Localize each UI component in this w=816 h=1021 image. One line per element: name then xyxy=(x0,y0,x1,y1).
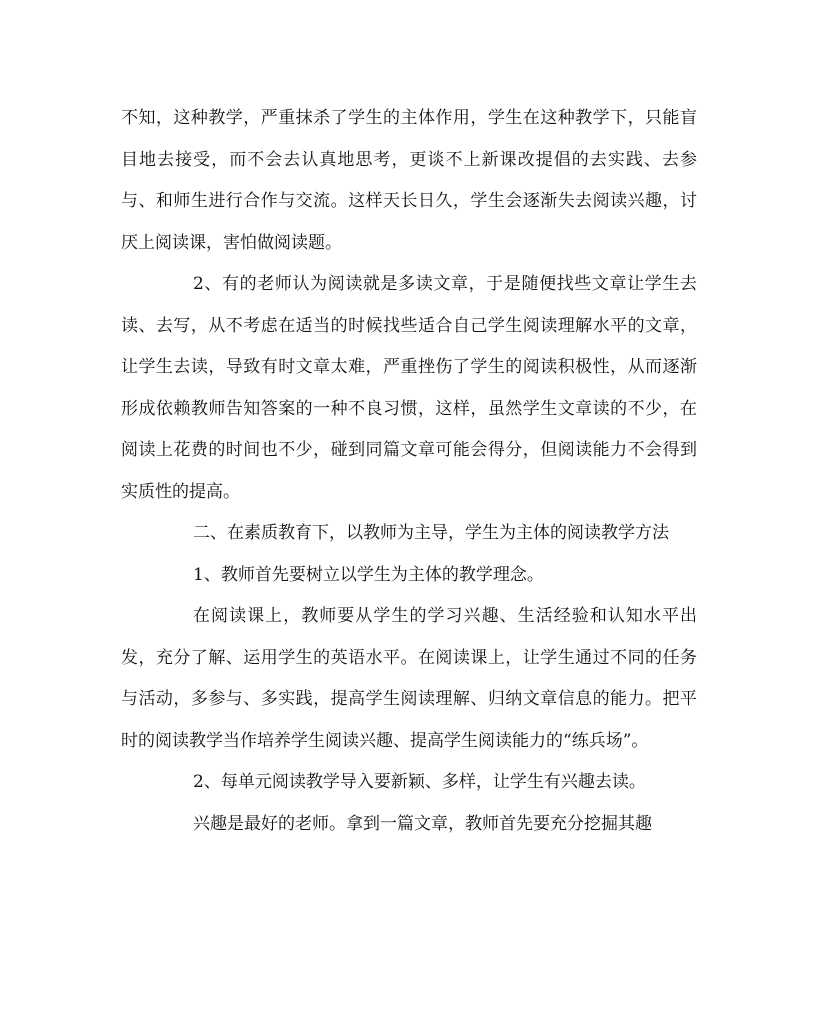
paragraph-interest: 兴趣是最好的老师。拿到一篇文章，教师首先要充分挖掘其趣 xyxy=(193,813,652,834)
document-body xyxy=(121,98,697,845)
paragraph-point-2: 2、有的老师认为阅读就是多读文章，于是随便找些文章让学生去读、去写，从不考虑在适当的时候找些适合自己学生阅读理解水平的文章，让学生去读，导致有时文章太难，严重挫伤了学生的阅读积极性，从而逐渐形成依赖教师告知答案的一种不良习惯，这样，虽然学生文章读的不少，在阅读上花费的时间也不少，碰到同篇文章可能会得分，但阅读能力不会得到实质性的提高。 xyxy=(121,274,697,502)
paragraph-point-2b: 2、每单元阅读教学导入要新颖、多样，让学生有兴趣去读。 xyxy=(193,772,646,792)
paragraph-point-1: 1、教师首先要树立以学生为主体的教学理念。 xyxy=(193,564,544,585)
paragraph-body: 在阅读课上，教师要从学生的学习兴趣、生活经验和认知水平出发，充分了解、运用学生的英语水平。在阅读课上，让学生通过不同的任务与活动，多参与、多实践，提高学生阅读理解、归纳文章信息的能力。把平时的阅读教学当作培养学生阅读兴趣、提高学生阅读能力的“练兵场”。 xyxy=(121,606,697,751)
section-heading-2: 二、在素质教育下，以教师为主导，学生为主体的阅读教学方法 xyxy=(193,523,669,543)
paragraph-continued: 不知，这种教学，严重抹杀了学生的主体作用，学生在这种教学下，只能盲目地去接受，而不会去认真地思考，更谈不上新课改提倡的去实践、去参与、和师生进行合作与交流。这样天长日久，学生会逐渐失去阅读兴趣，讨厌上阅读课，害怕做阅读题。 xyxy=(121,108,697,253)
